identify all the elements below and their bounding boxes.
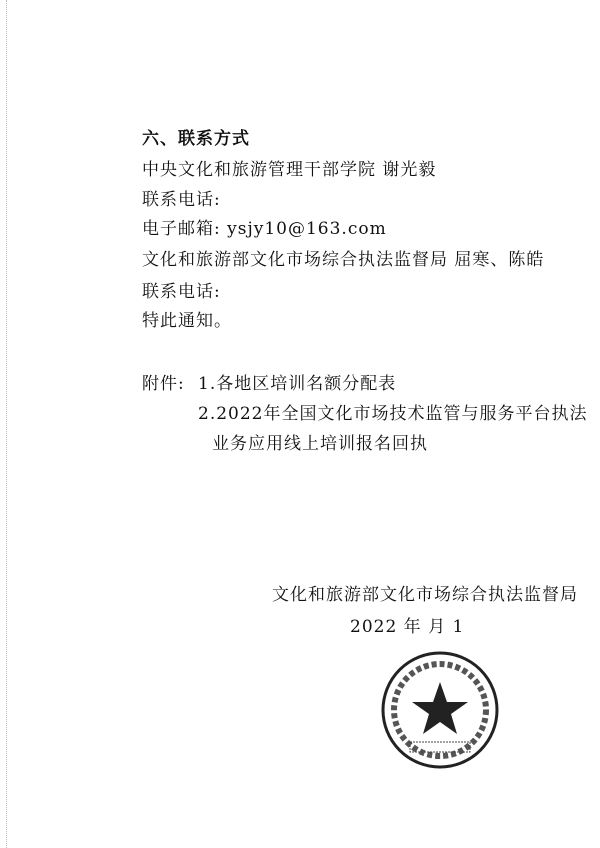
scan-edge [6, 0, 8, 848]
contact-line: 文化和旅游部文化市场综合执法监督局 屈寒、陈皓 [142, 250, 545, 270]
closing-line: 特此通知。 [142, 311, 232, 331]
contact-line: 联系电话: [142, 190, 221, 210]
attachment-item: 1.各地区培训名额分配表 [198, 374, 397, 394]
contact-email: 电子邮箱: ysjy10@163.com [142, 219, 387, 239]
signature-date: 2022 年 月 1 [350, 617, 465, 637]
attachment-item: 2.2022年全国文化市场技术监管与服务平台执法 [198, 404, 588, 424]
contact-line: 中央文化和旅游管理干部学院 谢光毅 [142, 160, 437, 180]
attachments-label: 附件: [142, 374, 185, 394]
official-seal [380, 650, 500, 770]
contact-line: 联系电话: [142, 282, 221, 302]
signature-org: 文化和旅游部文化市场综合执法监督局 [272, 585, 578, 605]
attachment-item: 业务应用线上培训报名回执 [212, 434, 428, 454]
section-heading: 六、联系方式 [142, 129, 250, 149]
